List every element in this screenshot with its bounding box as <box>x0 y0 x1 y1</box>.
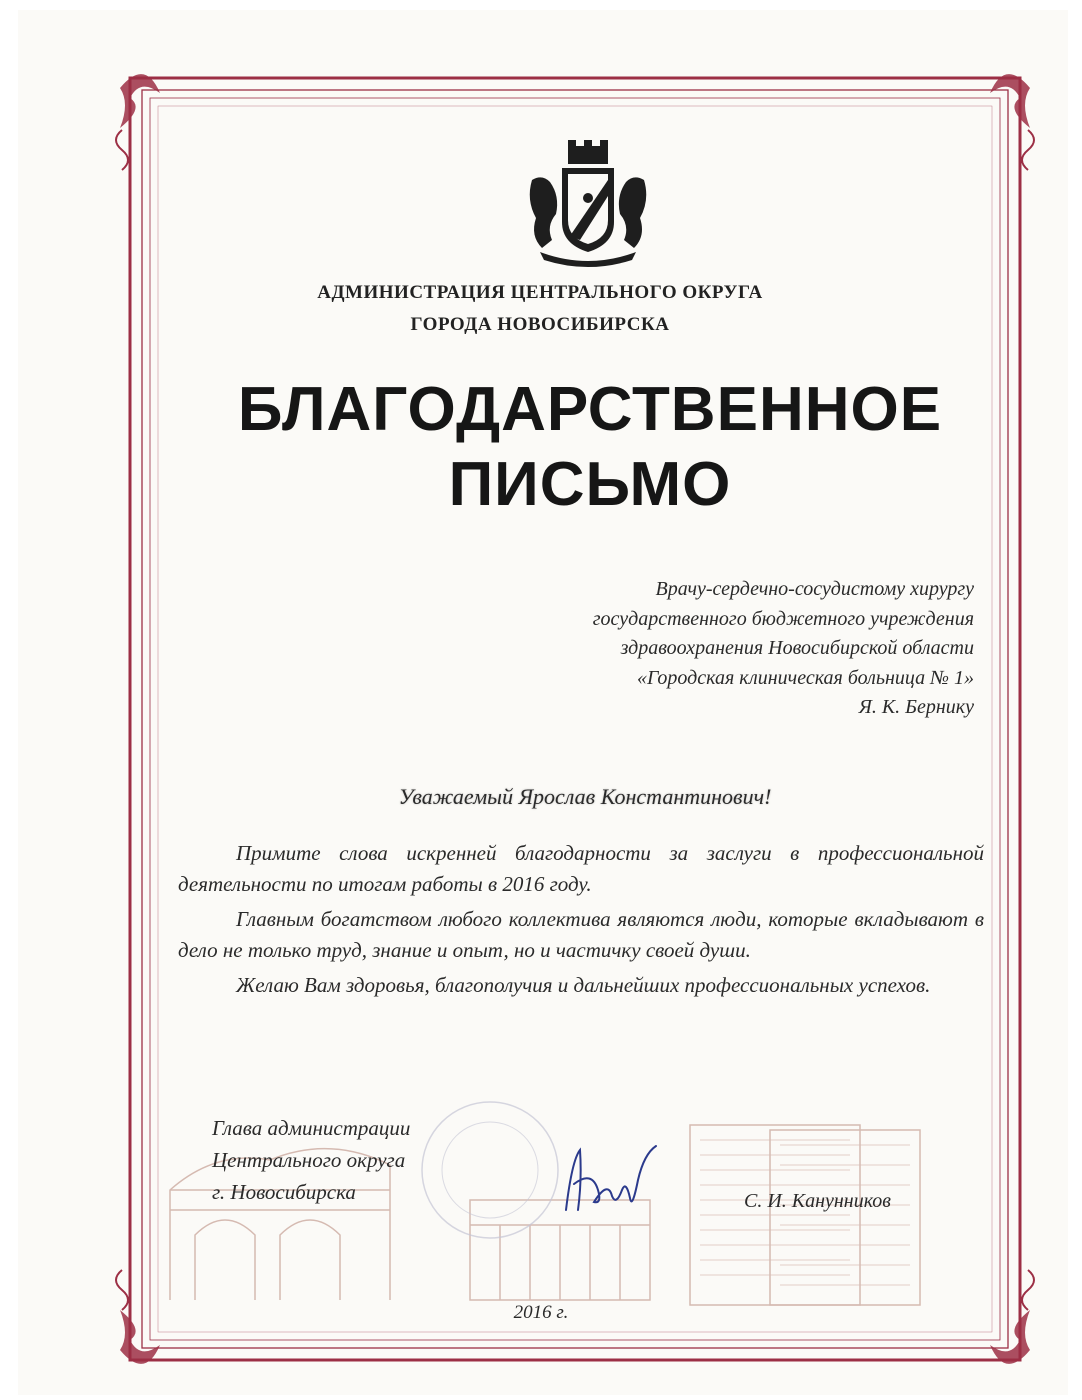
body-paragraph: Примите слова искренней благодарности за заслуги в профессиональной деятельности по итогам работы в 2016 году. <box>178 841 984 896</box>
signatory-title-line: г. Новосибирска <box>212 1180 356 1204</box>
addressee-block <box>414 575 974 723</box>
document-year: 2016 г. <box>513 1302 569 1323</box>
novosibirsk-coat-of-arms-icon <box>522 140 654 270</box>
greeting: Уважаемый Ярослав Константинович! <box>398 784 772 809</box>
letter-body <box>178 838 984 1005</box>
signatory-title <box>212 1112 512 1208</box>
handwritten-signature <box>552 1140 662 1230</box>
addressee-line: здравоохранения Новосибирской области <box>620 637 974 659</box>
organization-name-line1: АДМИНИСТРАЦИЯ ЦЕНТРАЛЬНОГО ОКРУГА <box>317 282 763 303</box>
body-paragraph: Главным богатством любого коллектива являются люди, которые вкладывают в дело не только труд, знание и опыт, но и частичку своей души. <box>178 907 984 962</box>
addressee-line: «Городская клиническая больница № 1» <box>637 666 974 689</box>
organization-name-line2: ГОРОДА НОВОСИБИРСКА <box>410 314 670 335</box>
signer-name: С. И. Канунников <box>744 1190 891 1212</box>
addressee-line: Врачу-сердечно-сосудистому хирургу <box>655 578 974 600</box>
signatory-title-line: Центрального округа <box>212 1148 406 1172</box>
document-title-line2: ПИСЬМО <box>448 450 732 519</box>
body-paragraph: Желаю Вам здоровья, благополучия и дальнейших профессиональных успехов. <box>236 973 931 997</box>
addressee-name: Я. К. Бернику <box>858 696 974 718</box>
document-title-line1: БЛАГОДАРСТВЕННОЕ <box>237 375 943 444</box>
signatory-title-line: Глава администрации <box>212 1116 411 1140</box>
addressee-line: государственного бюджетного учреждения <box>592 607 974 630</box>
